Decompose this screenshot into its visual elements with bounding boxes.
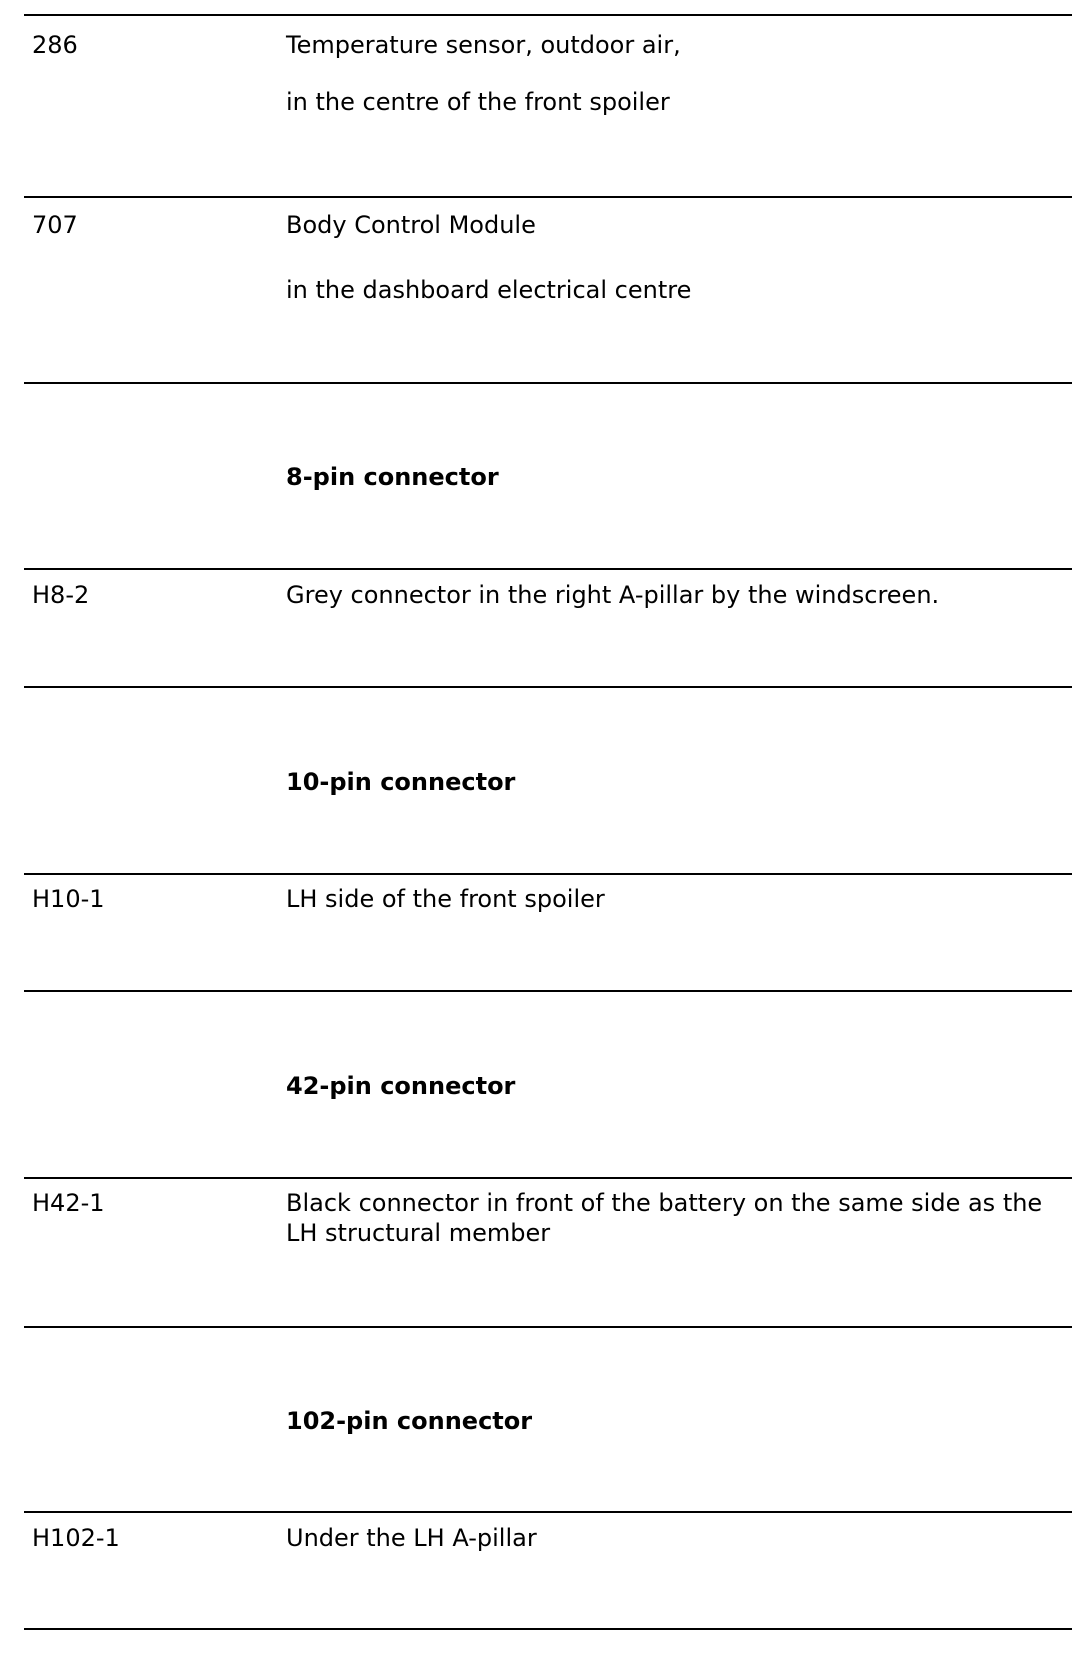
component-code: 286: [32, 31, 78, 59]
component-description-line: in the centre of the front spoiler: [286, 88, 670, 116]
component-code: 707: [32, 211, 78, 239]
section-heading: 42-pin connector: [286, 1072, 516, 1100]
row-divider: [24, 1511, 1072, 1513]
row-divider: [24, 1326, 1072, 1328]
section-heading: 8-pin connector: [286, 463, 499, 491]
connector-code: H8-2: [32, 581, 90, 609]
connector-description: LH side of the front spoiler: [286, 885, 605, 913]
component-location-table: [24, 0, 1072, 1674]
row-divider: [24, 686, 1072, 688]
row-divider: [24, 196, 1072, 198]
section-heading: 10-pin connector: [286, 768, 516, 796]
connector-description: Under the LH A-pillar: [286, 1524, 537, 1552]
component-description-line: Temperature sensor, outdoor air,: [286, 31, 681, 59]
row-divider: [24, 873, 1072, 875]
section-heading: 102-pin connector: [286, 1407, 533, 1435]
connector-description: Grey connector in the right A-pillar by the windscreen.: [286, 581, 940, 609]
row-divider: [24, 990, 1072, 992]
connector-code: H102-1: [32, 1524, 120, 1552]
component-description-line: in the dashboard electrical centre: [286, 276, 692, 304]
row-divider: [24, 568, 1072, 570]
connector-description: Black connector in front of the battery on the same side as the LH structural member: [286, 1189, 1043, 1247]
row-divider: [24, 14, 1072, 16]
component-description-line: Body Control Module: [286, 211, 536, 239]
connector-code: H42-1: [32, 1189, 105, 1217]
row-divider: [24, 1628, 1072, 1630]
connector-code: H10-1: [32, 885, 105, 913]
row-divider: [24, 382, 1072, 384]
row-divider: [24, 1177, 1072, 1179]
